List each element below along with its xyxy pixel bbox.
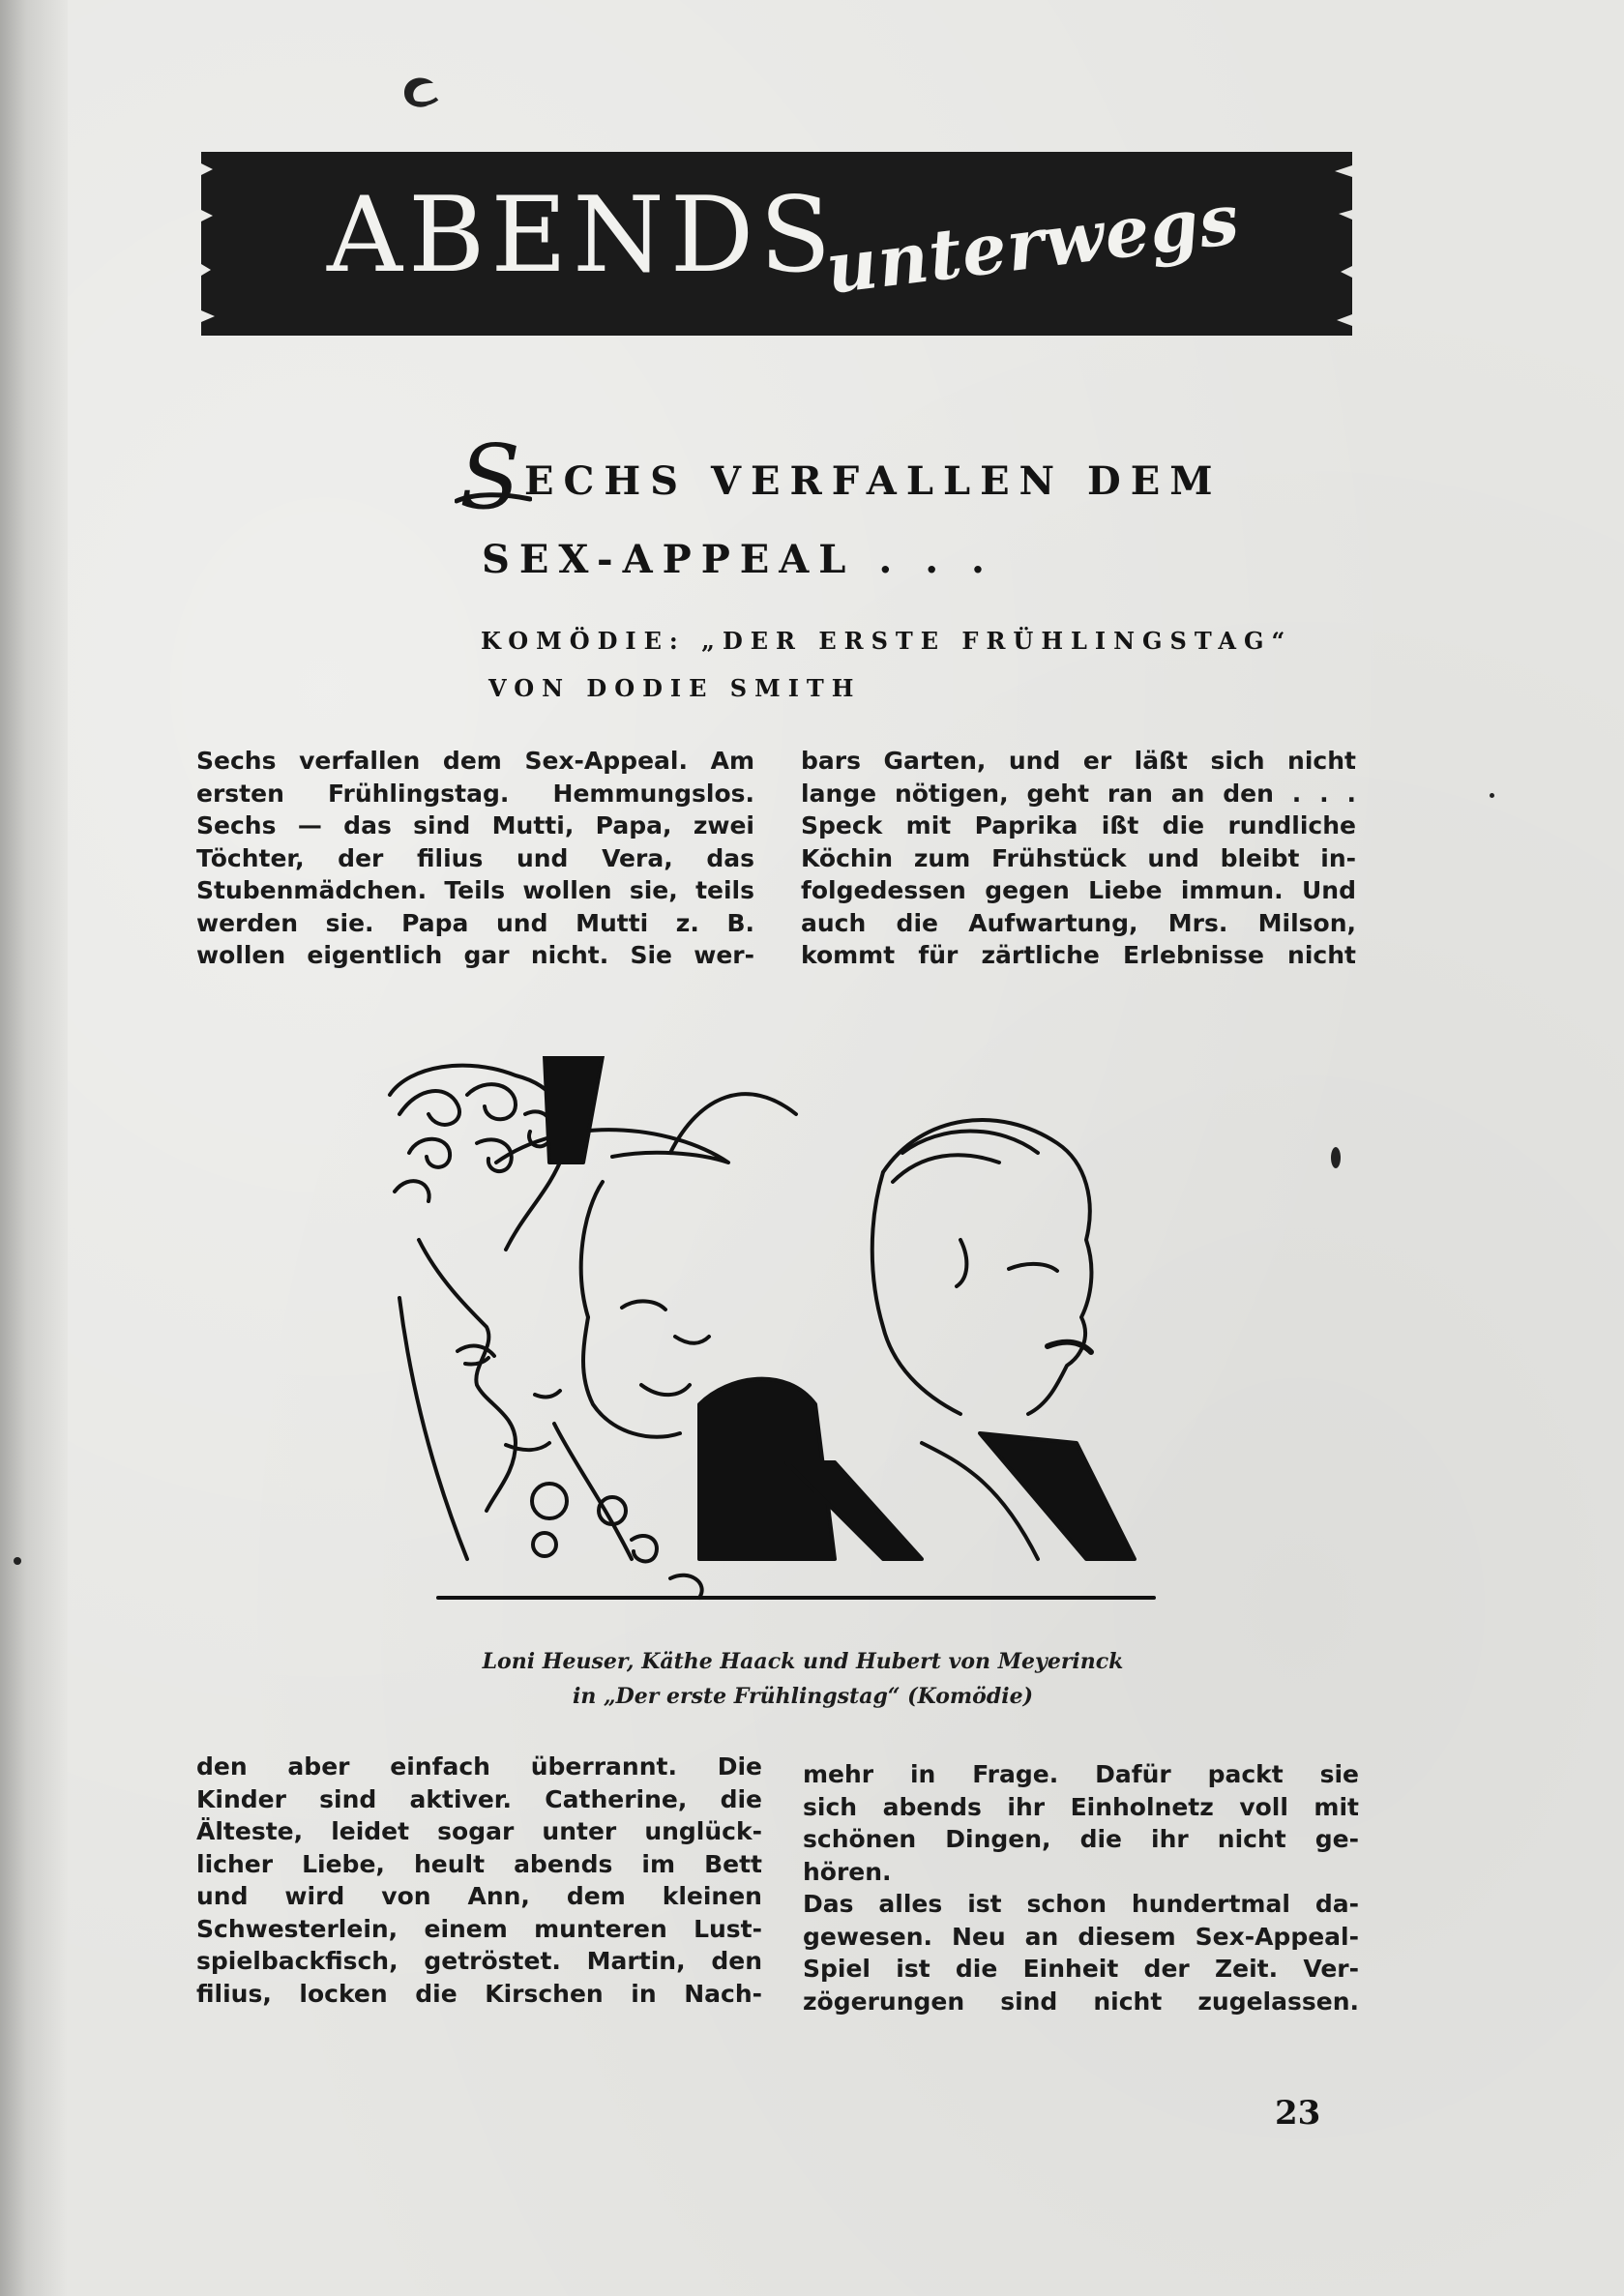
text-line: Sechs verfallen dem Sex-Appeal. Am bbox=[196, 747, 754, 775]
text-line: filius, locken die Kirschen in Nach- bbox=[196, 1979, 762, 2008]
text-line: sich abends ihr Einholnetz voll mit bbox=[803, 1792, 1359, 1821]
text-line: lange nötigen, geht ran an den . . . bbox=[801, 779, 1356, 808]
text-line: hören. bbox=[803, 1857, 892, 1886]
caricature-illustration bbox=[380, 1056, 1193, 1636]
body-column-4 bbox=[803, 1758, 1359, 2017]
text-line: Köchin zum Frühstück und bleibt in- bbox=[801, 843, 1356, 872]
banner-script-word: unterwegs bbox=[821, 177, 1244, 309]
ink-speck bbox=[14, 1557, 21, 1565]
body-column-1 bbox=[196, 745, 754, 972]
text-line: licher Liebe, heult abends im Bett bbox=[196, 1849, 762, 1878]
text-line: Speck mit Paprika ißt die rundliche bbox=[801, 811, 1356, 839]
headline-initial: S bbox=[459, 426, 521, 529]
text-line: ersten Frühlingstag. Hemmungslos. bbox=[196, 779, 754, 808]
ink-speck bbox=[1331, 1147, 1341, 1168]
text-line: Sechs — das sind Mutti, Papa, zwei bbox=[196, 811, 754, 839]
banner-title: ABENDS bbox=[327, 175, 838, 296]
caption-line-2: in „Der erste Frühlingstag“ (Komödie) bbox=[572, 1684, 1033, 1709]
text-line: schönen Dingen, die ihr nicht ge- bbox=[803, 1825, 1359, 1853]
text-line: Töchter, der filius und Vera, das bbox=[196, 843, 754, 872]
text-line: Spiel ist die Einheit der Zeit. Ver- bbox=[803, 1955, 1359, 1983]
text-line: auch die Aufwartung, Mrs. Milson, bbox=[801, 908, 1356, 937]
text-line: Älteste, leidet sogar unter unglück- bbox=[196, 1817, 762, 1845]
subheading-play: KOMÖDIE: „DER ERSTE FRÜHLINGSTAG“ bbox=[481, 627, 1293, 655]
text-line: Schwesterlein, einem munteren Lust- bbox=[196, 1914, 762, 1943]
section-banner bbox=[201, 152, 1352, 336]
text-line: mehr in Frage. Dafür packt sie bbox=[803, 1760, 1359, 1788]
subheading-author: VON DODIE SMITH bbox=[488, 674, 862, 702]
text-line: bars Garten, und er läßt sich nicht bbox=[801, 747, 1356, 775]
text-line: folgedessen gegen Liebe immun. Und bbox=[801, 876, 1356, 904]
text-line: kommt für zärtliche Erlebnisse nicht bbox=[801, 941, 1356, 969]
headline-line-2: SEX-APPEAL . . . bbox=[482, 537, 994, 582]
binding-edge bbox=[0, 0, 68, 2296]
text-line: und wird von Ann, dem kleinen bbox=[196, 1882, 762, 1910]
text-line: Das alles ist schon hundertmal da- bbox=[803, 1890, 1359, 1918]
text-line: zögerungen sind nicht zugelassen. bbox=[803, 1987, 1359, 2016]
text-line: den aber einfach überrannt. Die bbox=[196, 1752, 762, 1781]
caption-line-1: Loni Heuser, Käthe Haack und Hubert von Meyerinck bbox=[482, 1649, 1124, 1674]
text-line: Kinder sind aktiver. Catherine, die bbox=[196, 1784, 762, 1813]
text-line: gewesen. Neu an diesem Sex-Appeal- bbox=[803, 1922, 1359, 1951]
text-line: spielbackfisch, getröstet. Martin, den bbox=[196, 1947, 762, 1975]
page-number: 23 bbox=[1275, 2094, 1321, 2133]
body-column-3 bbox=[196, 1751, 762, 2010]
ink-mark bbox=[395, 70, 445, 120]
headline-line-1 bbox=[459, 426, 1223, 529]
text-line: werden sie. Papa und Mutti z. B. bbox=[196, 908, 754, 937]
headline-line-1-text: ECHS VERFALLEN DEM bbox=[524, 458, 1223, 504]
body-column-2 bbox=[801, 745, 1356, 972]
illustration-caption bbox=[387, 1644, 1219, 1714]
text-line: wollen eigentlich gar nicht. Sie wer- bbox=[196, 941, 754, 969]
ink-speck bbox=[1490, 793, 1494, 798]
headline-swash bbox=[455, 491, 532, 505]
text-line: Stubenmädchen. Teils wollen sie, teils bbox=[196, 876, 754, 904]
